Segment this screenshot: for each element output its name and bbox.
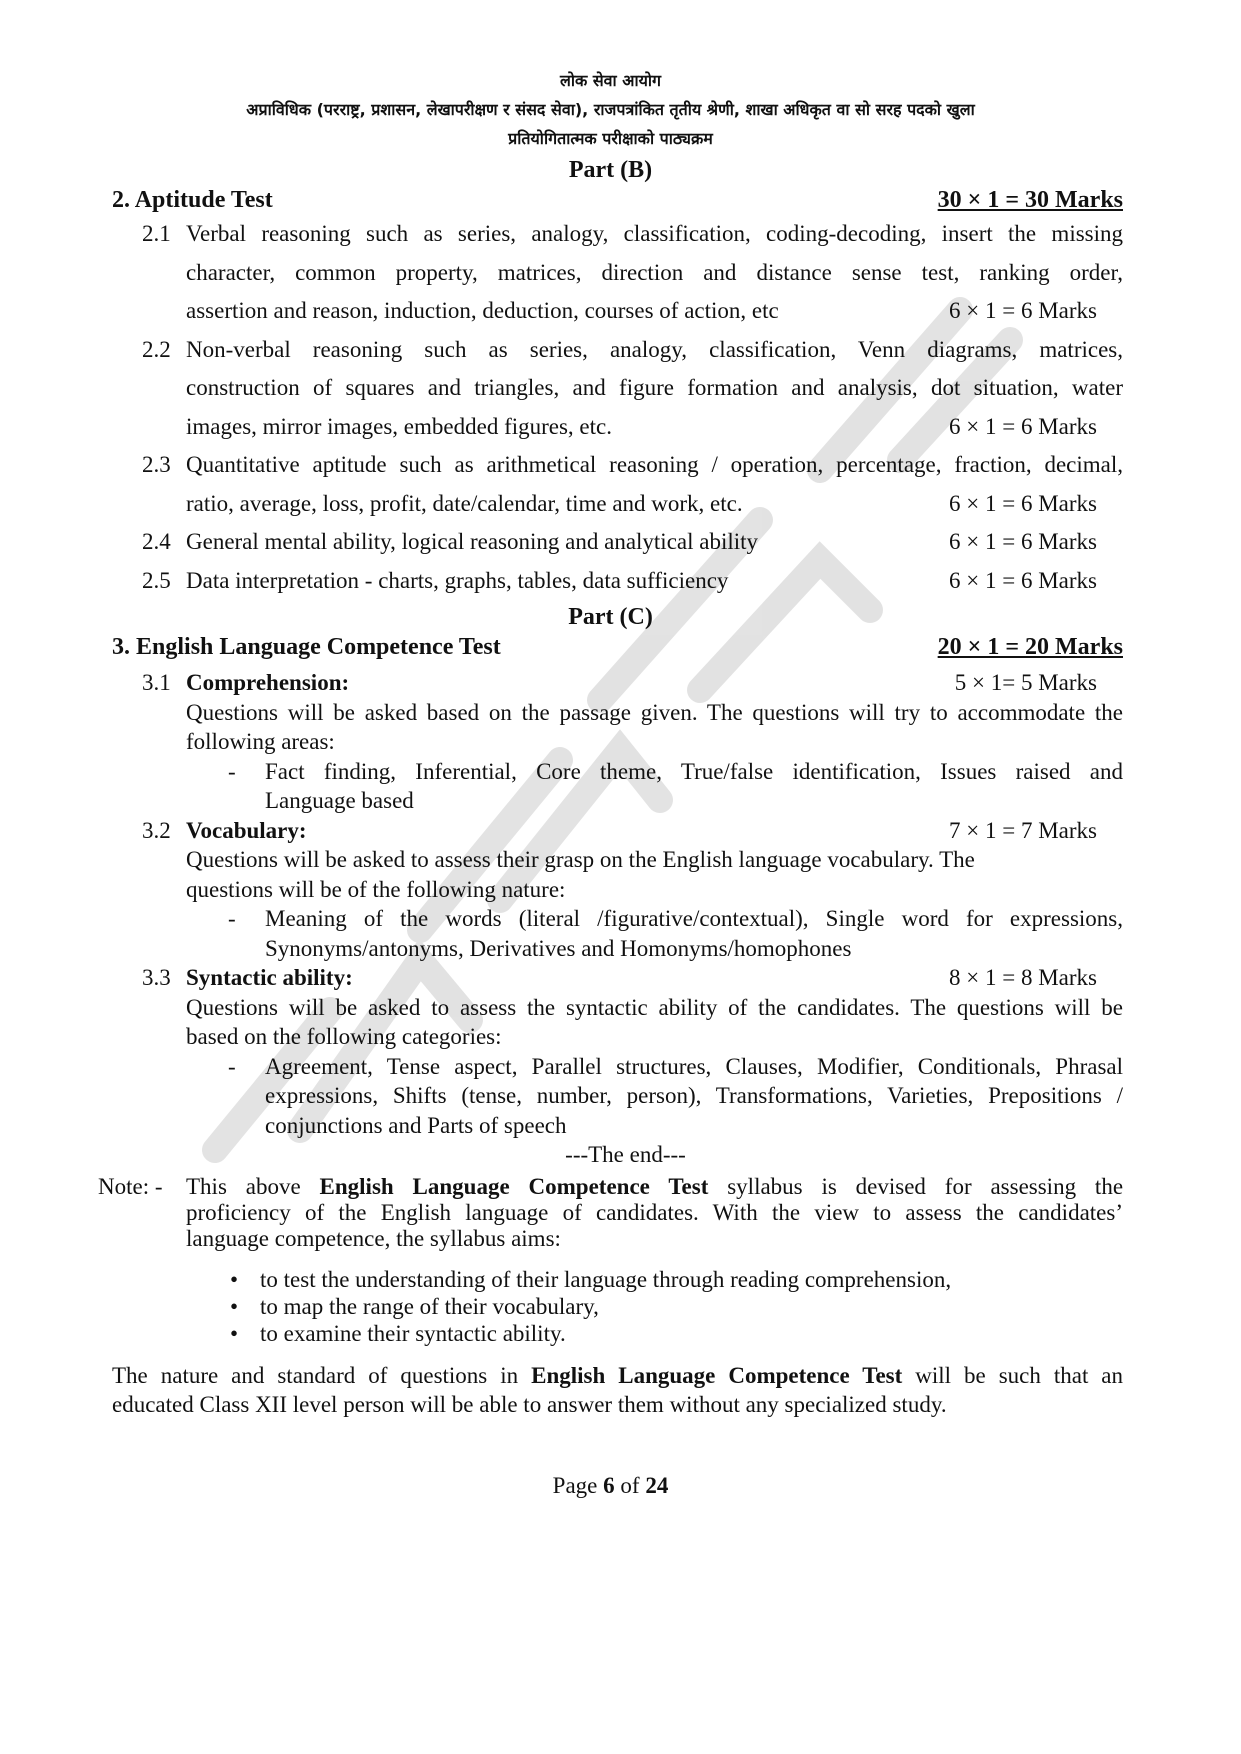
item-title: Syntactic ability: bbox=[186, 965, 353, 990]
closing-paragraph bbox=[98, 1361, 1123, 1419]
item-marks: 6 × 1 = 6 Marks bbox=[949, 529, 1097, 554]
note-line-1-pre: This above bbox=[186, 1174, 301, 1199]
bullet-line: conjunctions and Parts of speech bbox=[265, 1112, 567, 1138]
section-title: Aptitude Test bbox=[134, 187, 273, 213]
item-number: 3.1 bbox=[142, 670, 171, 695]
item-title: Vocabulary: bbox=[186, 817, 307, 843]
closing-line-1 bbox=[112, 1361, 1123, 1390]
item-2-4 bbox=[98, 523, 1123, 562]
item-line: images, mirror images, embedded figures, etc. bbox=[186, 413, 612, 439]
closing-line-2: educated Class XII level person will be able to answer them without any specialized study. bbox=[112, 1392, 947, 1417]
item-number: 2.2 bbox=[142, 336, 171, 362]
item-3-3 bbox=[98, 963, 1123, 1140]
desc-line: Questions will be asked to assess their grasp on the English language vocabulary. The bbox=[186, 847, 975, 872]
bullet-line: Agreement, Tense aspect, Parallel structures, Clauses, Modifier, Conditionals, Phrasal bbox=[265, 1053, 1123, 1079]
bullet-icon: • bbox=[230, 1267, 239, 1292]
item-number: 3.2 bbox=[142, 817, 171, 843]
note-dash: - bbox=[154, 1174, 163, 1199]
aim-text: to test the understanding of their language through reading comprehension, bbox=[260, 1267, 952, 1292]
item-marks: 6 × 1 = 6 Marks bbox=[949, 298, 1097, 323]
page-footer bbox=[98, 1473, 1123, 1499]
desc-line: following areas: bbox=[186, 729, 335, 754]
aim-item bbox=[230, 1266, 1123, 1293]
closing-post: will be such that an bbox=[915, 1363, 1124, 1388]
item-line: character, common property, matrices, direction and distance sense test, ranking order, bbox=[186, 259, 1123, 285]
section-2-title-group bbox=[112, 185, 273, 215]
item-line: construction of squares and triangles, and figure formation and analysis, dot situation, water bbox=[186, 375, 1123, 400]
section-3-heading bbox=[98, 632, 1123, 662]
item-2-1 bbox=[98, 215, 1123, 331]
item-number: 2.5 bbox=[142, 567, 171, 593]
aim-text: to examine their syntactic ability. bbox=[260, 1321, 566, 1346]
header-subtitle: अप्राविधिक (परराष्ट्र, प्रशासन, लेखापरीक्षण र संसद सेवा), राजपत्रांकित तृतीय श्रेणी, शाखा अधिकृत वा सो सरह पदको खुला bbox=[246, 100, 975, 119]
aim-text: to map the range of their vocabulary, bbox=[260, 1294, 599, 1319]
item-number: 2.4 bbox=[142, 529, 171, 554]
note-line-1-post: syllabus is devised for assessing the bbox=[727, 1174, 1124, 1199]
dash-marker: - bbox=[228, 1053, 236, 1079]
desc-line: questions will be of the following nature: bbox=[186, 876, 566, 902]
section-3-title-group bbox=[112, 632, 501, 662]
section-title: English Language Competence Test bbox=[136, 634, 501, 660]
item-marks: 7 × 1 = 7 Marks bbox=[949, 817, 1097, 843]
closing-bold: English Language Competence Test bbox=[531, 1363, 903, 1388]
item-line: Non-verbal reasoning such as series, analogy, classification, Venn diagrams, matrices, bbox=[186, 336, 1123, 362]
item-marks: 6 × 1 = 6 Marks bbox=[949, 567, 1097, 593]
item-2-5 bbox=[98, 562, 1123, 601]
item-marks: 8 × 1 = 8 Marks bbox=[949, 965, 1097, 990]
item-number: 2.3 bbox=[142, 452, 171, 477]
item-3-2-nature bbox=[186, 904, 1123, 963]
item-3-2 bbox=[98, 816, 1123, 964]
header-exam: प्रतियोगितात्मक परीक्षाको पाठ्यक्रम bbox=[508, 129, 713, 148]
part-b-label: Part (B) bbox=[568, 157, 653, 183]
item-line: Verbal reasoning such as series, analogy, classification, coding-decoding, insert the missing bbox=[186, 221, 1123, 246]
bullet-line: expressions, Shifts (tense, number, person), Transformations, Varieties, Prepositions / bbox=[265, 1083, 1123, 1108]
bullet-icon: • bbox=[230, 1321, 239, 1346]
item-line: ratio, average, loss, profit, date/calendar, time and work, etc. bbox=[186, 490, 743, 516]
note-line-1 bbox=[186, 1174, 1123, 1200]
page-word: Page bbox=[552, 1473, 598, 1498]
item-marks: 5 × 1= 5 Marks bbox=[954, 670, 1097, 695]
page-total: 24 bbox=[645, 1473, 669, 1498]
bullet-line: Fact finding, Inferential, Core theme, True/false identification, Issues raised and bbox=[265, 758, 1123, 784]
desc-line: Questions will be asked to assess the syntactic ability of the candidates. The questions will be bbox=[186, 994, 1123, 1020]
item-marks: 6 × 1 = 6 Marks bbox=[949, 413, 1097, 439]
header-org: लोक सेवा आयोग bbox=[559, 71, 662, 90]
desc-line: based on the following categories: bbox=[186, 1024, 502, 1049]
item-2-2 bbox=[98, 331, 1123, 447]
section-number: 3. bbox=[112, 634, 130, 660]
note-body bbox=[186, 1174, 1123, 1252]
note-word: Note: bbox=[98, 1174, 150, 1199]
note bbox=[98, 1174, 1123, 1252]
end-marker: ---The end--- bbox=[565, 1142, 686, 1167]
note-line-1-bold: English Language Competence Test bbox=[319, 1174, 709, 1199]
dash-marker: - bbox=[228, 758, 236, 784]
item-line: Quantitative aptitude such as arithmetical reasoning / operation, percentage, fraction, decimal, bbox=[186, 452, 1123, 477]
item-line: General mental ability, logical reasoning and analytical ability bbox=[186, 529, 759, 554]
item-line: Data interpretation - charts, graphs, tables, data sufficiency bbox=[186, 567, 729, 593]
section-2-heading bbox=[98, 185, 1123, 215]
aim-item bbox=[230, 1320, 1123, 1347]
closing-pre: The nature and standard of questions in bbox=[112, 1363, 519, 1388]
bullet-line: Synonyms/antonyms, Derivatives and Homonyms/homophones bbox=[265, 935, 852, 961]
aims-list bbox=[98, 1266, 1123, 1347]
bullet-line: Language based bbox=[265, 788, 414, 813]
item-3-1 bbox=[98, 668, 1123, 816]
item-marks: 6 × 1 = 6 Marks bbox=[949, 490, 1097, 516]
item-2-3 bbox=[98, 446, 1123, 523]
section-number: 2. bbox=[112, 187, 130, 213]
item-line: assertion and reason, induction, deduction, courses of action, etc bbox=[186, 298, 779, 323]
of-word: of bbox=[620, 1473, 640, 1498]
desc-line: Questions will be asked based on the passage given. The questions will try to accommodate the bbox=[186, 699, 1123, 725]
page-current: 6 bbox=[603, 1473, 615, 1498]
part-c-label: Part (C) bbox=[568, 604, 653, 630]
item-number: 2.1 bbox=[142, 221, 171, 246]
dash-marker: - bbox=[228, 906, 236, 931]
section-2-marks: 30 × 1 = 30 Marks bbox=[937, 187, 1123, 213]
item-title: Comprehension: bbox=[186, 670, 350, 695]
item-3-3-categories bbox=[186, 1052, 1123, 1141]
note-line-3: language competence, the syllabus aims: bbox=[186, 1226, 561, 1251]
bullet-icon: • bbox=[230, 1294, 239, 1319]
bullet-line: Meaning of the words (literal /figurative/contextual), Single word for expressions, bbox=[265, 906, 1123, 931]
item-3-1-areas bbox=[186, 757, 1123, 816]
section-3-marks: 20 × 1 = 20 Marks bbox=[937, 634, 1123, 660]
item-number: 3.3 bbox=[142, 965, 171, 990]
note-line-2: proficiency of the English language of candidates. With the view to assess the candidates’ bbox=[186, 1200, 1123, 1225]
note-label bbox=[98, 1174, 186, 1252]
page-content bbox=[98, 66, 1123, 1499]
aim-item bbox=[230, 1293, 1123, 1320]
